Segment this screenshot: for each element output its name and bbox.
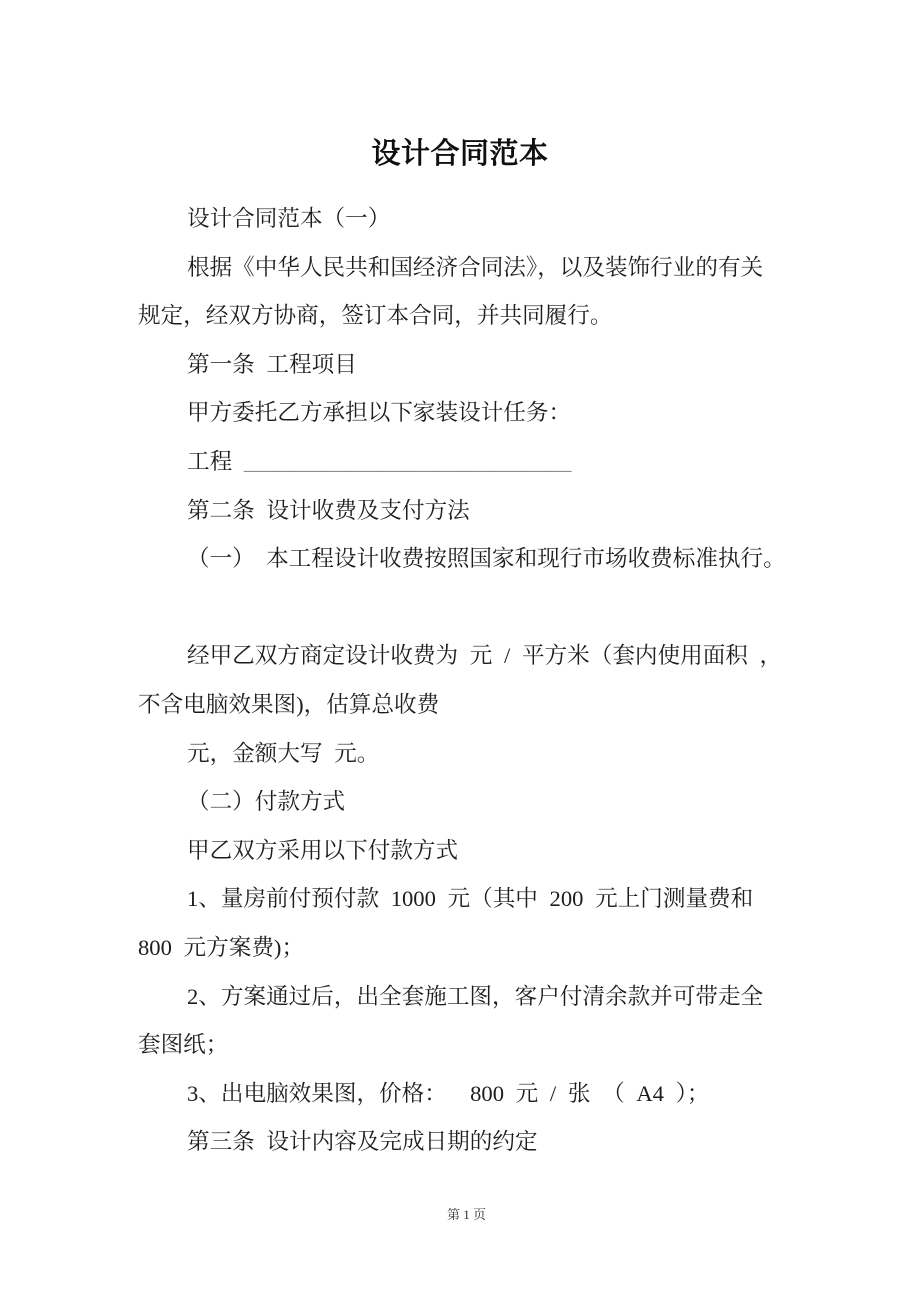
page-number: 第 1 页: [446, 1207, 486, 1222]
clause-1-heading: 第一条 工程项目: [187, 351, 357, 377]
clause-3-heading: 第三条 设计内容及完成日期的约定: [187, 1129, 538, 1155]
page-footer: [0, 1188, 920, 1242]
document-body: [138, 195, 920, 1167]
project-field-line: [138, 438, 920, 487]
payment-item-1-line-1: 1、量房前付预付款 1000 元（其中 200 元上门测量费和: [187, 886, 754, 912]
clause-2-item-2: （二）付款方式: [187, 789, 346, 815]
fee-line-3: 元，金额大写 元。: [187, 740, 380, 766]
payment-item-3-line: 3、出电脑效果图，价格： 800 元 / 张 （ A4 ）；: [187, 1080, 710, 1106]
preamble-line-1: 根据《中华人民共和国经济合同法》，以及装饰行业的有关: [187, 254, 764, 280]
project-label: 工程: [187, 448, 244, 474]
fee-line-2: 不含电脑效果图)，估算总收费: [138, 691, 440, 717]
payment-item-2-line-1: 2、方案通过后，出全套施工图，客户付清余款并可带走全: [187, 983, 764, 1009]
payment-intro-line: 甲乙双方采用以下付款方式: [187, 837, 459, 863]
clause-1-text: 甲方委托乙方承担以下家装设计任务：: [187, 400, 572, 426]
fee-line-1: 经甲乙双方商定设计收费为 元 / 平方米（套内使用面积 ，: [187, 643, 783, 669]
clause-2-heading: 第二条 设计收费及支付方法: [187, 497, 470, 523]
project-blank: _____________________________: [243, 448, 572, 474]
clause-2-item-1: （一） 本工程设计收费按照国家和现行市场收费标准执行。: [187, 546, 786, 572]
subtitle-line: 设计合同范本（一）: [187, 206, 391, 231]
blank-line: [138, 584, 920, 633]
payment-item-1-line-2: 800 元方案费)；: [138, 934, 305, 960]
document-title: 设计合同范本: [371, 138, 549, 170]
payment-item-2-line-2: 套图纸；: [138, 1032, 229, 1058]
preamble-line-2: 规定，经双方协商，签订本合同，并共同履行。: [138, 303, 613, 329]
